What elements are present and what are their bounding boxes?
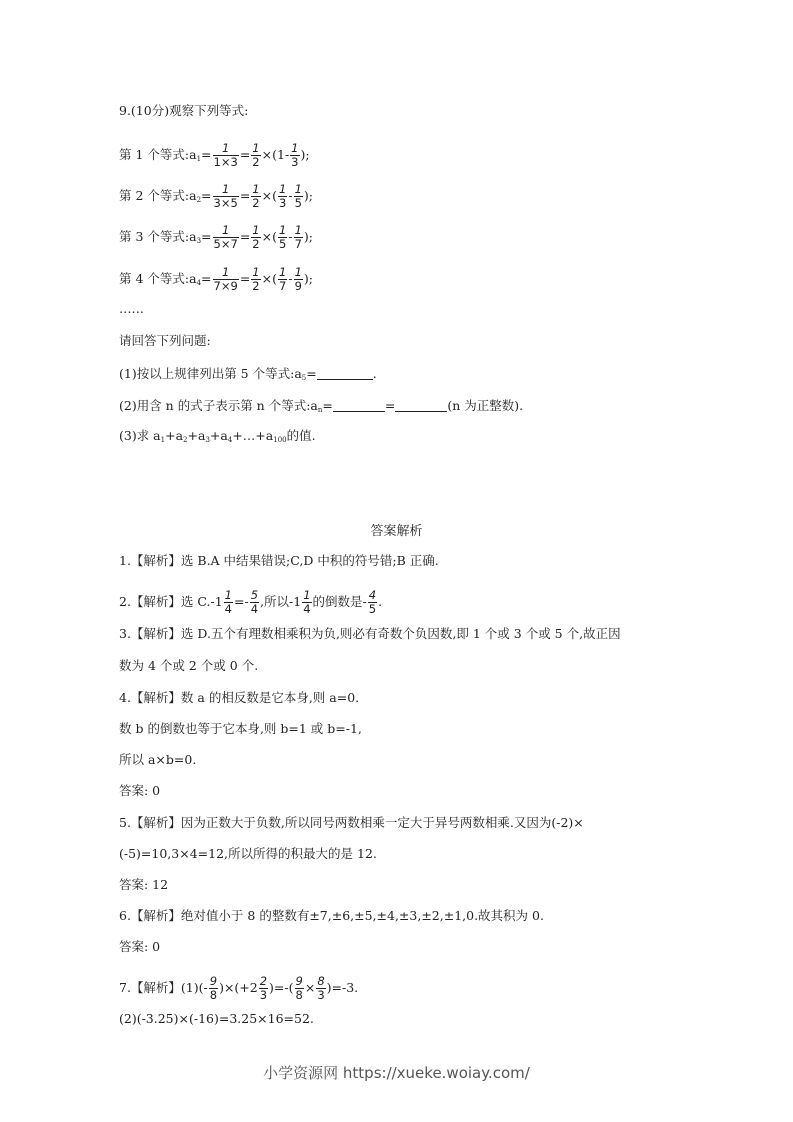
answer-blank [395,399,447,412]
answers-title: 答案解析 [370,524,423,539]
fraction: $\frac{5}{4}$ [250,588,259,616]
fraction: $\frac{1}{3\times 5}$ [213,182,238,210]
fraction: $\frac{8}{3}$ [317,974,325,1002]
fraction: $\frac{1}{5}$ [279,223,287,251]
answer-3-line-2: 数为 4 个或 2 个或 0 个. [119,658,259,673]
answer-3-line-1: 3.【解析】选 D.五个有理数相乘积为负,则必有奇数个负因数,即 1 个或 3 个或 5 个,故正因 [119,626,621,641]
fraction: $\frac{1}{2}$ [252,265,260,293]
answer-blank [333,399,385,412]
prompt: 请回答下列问题: [119,333,211,348]
equals: = [201,147,212,162]
answer-5-result: 答案: 12 [119,877,169,892]
answer-7: 7.【解析】(1)(- $\frac{9}{8}$ )×(+2 $\frac{2}{3}$ )=-( $\frac{9}{8}$ × $\frac{8}{3}$ )=-3. [119,974,359,1002]
fraction: $\frac{1}{2}$ [252,223,260,251]
answer-7-line-2: (2)(-3.25)×(-16)=3.25×16=52. [119,1011,314,1026]
answer-5-line-1: 5.【解析】因为正数大于负数,所以同号两数相乘一定大于异号两数相乘.又因为(-2)× [119,815,584,830]
fraction: $\frac{9}{8}$ [295,974,303,1002]
fraction: $\frac{1}{3}$ [291,141,299,169]
question-9-title: 9.(10分)观察下列等式: [119,103,249,118]
fraction: $\frac{1}{9}$ [294,265,302,293]
fraction: $\frac{1}{4}$ [224,588,232,616]
answer-blank [317,367,373,380]
fraction: $\frac{1}{2}$ [252,182,260,210]
answer-4-line-1: 4.【解析】数 a 的相反数是它本身,则 a=0. [119,690,360,705]
fraction: $\frac{1}{4}$ [303,588,311,616]
fraction: $\frac{1}{1\times 3}$ [213,141,238,169]
answer-4-result: 答案: 0 [119,783,161,798]
fraction: $\frac{2}{3}$ [259,974,268,1002]
subscript: 1 [196,155,202,163]
answer-4-line-3: 所以 a×b=0. [119,752,197,767]
eq-prefix: 第 1 个等式:a [119,147,197,162]
sub-question-1: (1)按以上规律列出第 5 个等式$:a_5=$ . [119,366,377,382]
fraction: $\frac{4}{5}$ [368,588,377,616]
fraction: $\frac{1}{2}$ [252,141,260,169]
answer-2: 2.【解析】选 C.-1 $\frac{1}{4}$ =- $\frac{5}{4}$ ,所以-1 $\frac{1}{4}$ 的倒数是- $\frac{4}{5}$ . [119,588,383,616]
fraction: $\frac{1}{7\times 9}$ [213,265,238,293]
equation-2: 第 2 个等式$:a_2=$ $\frac{1}{3\times 5}$ = $\frac{1}{2}$ ×( $\frac{1}{3}$ - $\frac{1}{5}$ ); [119,182,313,210]
fraction: $\frac{1}{7}$ [294,223,302,251]
fraction: $\frac{1}{3}$ [279,182,287,210]
sub-question-2: (2)用含 n 的式子表示第 n 个等式$:a_n= = (n$ 为正整数). [119,398,524,414]
answer-6-result: 答案: 0 [119,939,161,954]
equation-3: 第 3 个等式$:a_3=$ $\frac{1}{5\times 7}$ = $\frac{1}{2}$ ×( $\frac{1}{5}$ - $\frac{1}{7}$ ); [119,223,313,251]
answer-1: 1.【解析】选 B.A 中结果错误;C,D 中积的符号错;B 正确. [119,553,439,568]
answer-6-line-1: 6.【解析】绝对值小于 8 的整数有±7,±6,±5,±4,±3,±2,±1,0.故其积为 0. [119,908,544,923]
footer-watermark: 小学资源网 https://xueke.woiay.com/ [263,1064,530,1082]
equation-1: 第 1 个等式$:a_1=$ $\frac{1}{1\times 3}$ = $\frac{1}{2}$ ×(1- $\frac{1}{3}$ ); [119,141,310,169]
fraction: $\frac{1}{5\times 7}$ [213,223,238,251]
fraction: $\frac{1}{7}$ [279,265,287,293]
sub-question-3: (3)求 $a_1+a_2+a_3+a_4+\dots+a_{100}$的值. [119,428,316,444]
equation-4: 第 4 个等式$:a_4=$ $\frac{1}{7\times 9}$ = $\frac{1}{2}$ ×( $\frac{1}{7}$ - $\frac{1}{9}$ ); [119,265,313,293]
fraction: $\frac{1}{5}$ [294,182,302,210]
answer-5-line-2: (-5)=10,3×4=12,所以所得的积最大的是 12. [119,846,377,861]
fraction: $\frac{9}{8}$ [209,974,218,1002]
ellipsis: …… [119,301,144,316]
answer-4-line-2: 数 b 的倒数也等于它本身,则 b=1 或 b=-1, [119,721,362,736]
